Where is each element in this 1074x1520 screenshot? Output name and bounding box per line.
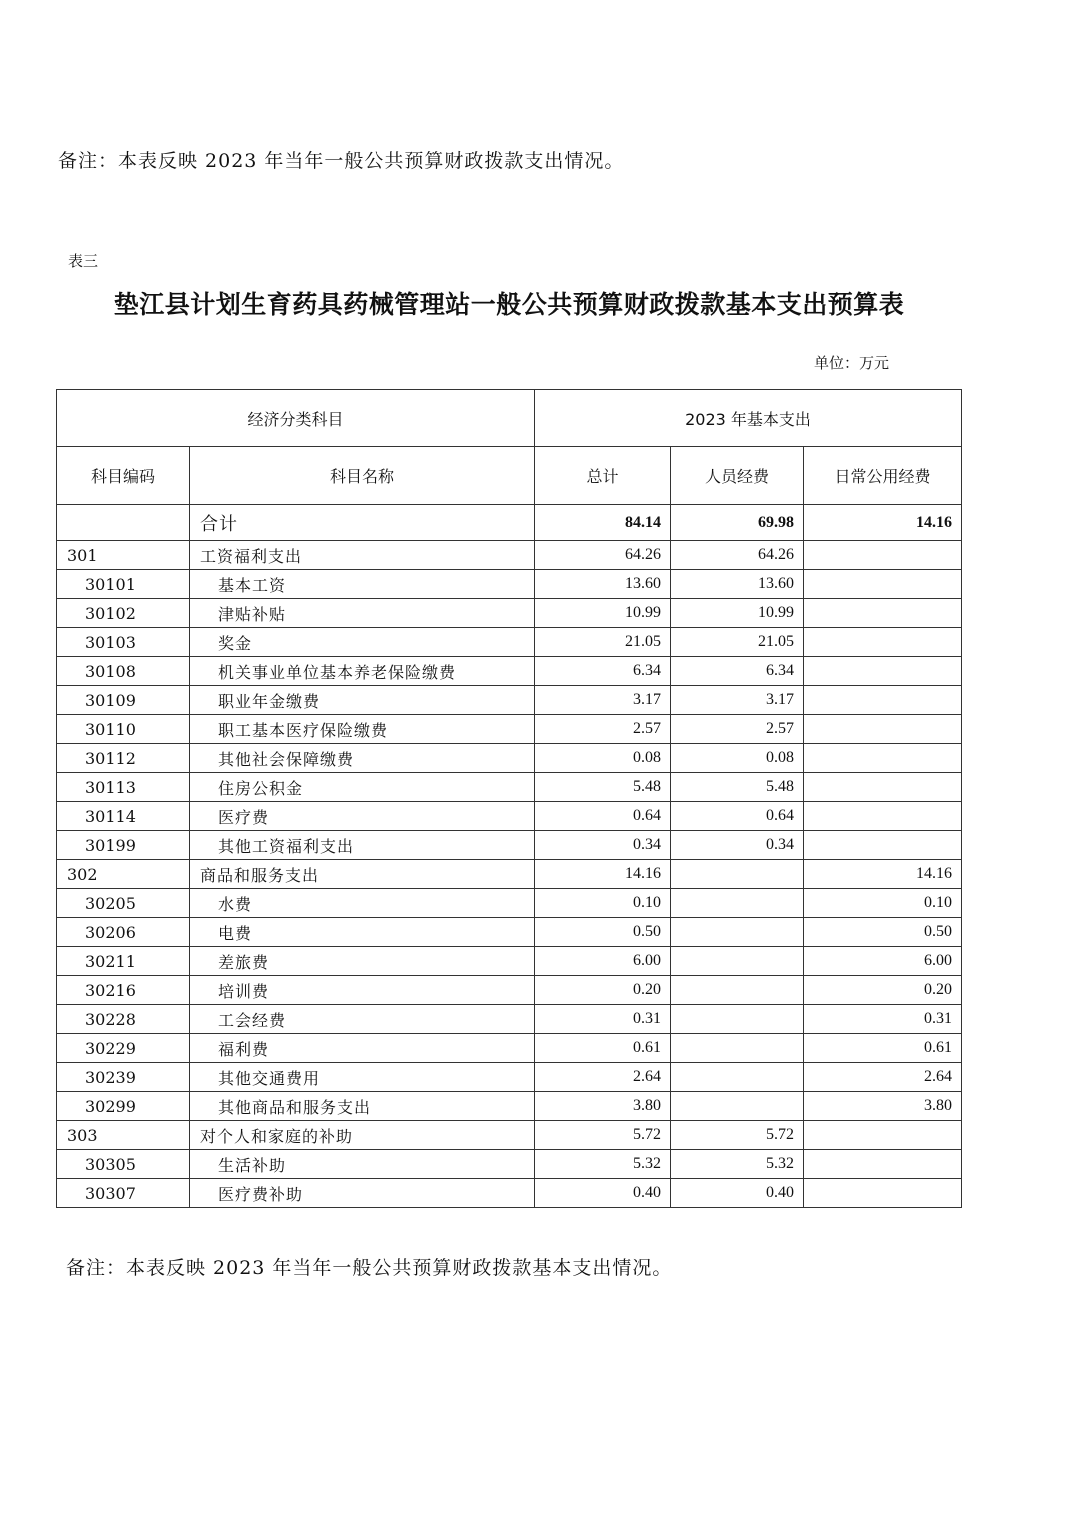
row-total: 5.72 xyxy=(535,1121,671,1150)
row-name: 奖金 xyxy=(190,628,535,657)
row-name: 其他社会保障缴费 xyxy=(190,744,535,773)
row-total: 0.31 xyxy=(535,1005,671,1034)
row-public: 14.16 xyxy=(804,860,962,889)
row-public xyxy=(804,686,962,715)
row-total: 2.64 xyxy=(535,1063,671,1092)
table-row xyxy=(57,1034,962,1063)
table-row xyxy=(57,657,962,686)
row-code: 30199 xyxy=(57,831,190,860)
row-public xyxy=(804,599,962,628)
row-personnel: 0.34 xyxy=(671,831,804,860)
economic-category-header: 经济分类科目 xyxy=(57,390,535,447)
row-total: 0.40 xyxy=(535,1179,671,1208)
row-code: 30206 xyxy=(57,918,190,947)
row-public xyxy=(804,657,962,686)
row-name: 对个人和家庭的补助 xyxy=(190,1121,535,1150)
row-personnel xyxy=(671,976,804,1005)
row-name: 水费 xyxy=(190,889,535,918)
row-total: 5.32 xyxy=(535,1150,671,1179)
row-total: 3.17 xyxy=(535,686,671,715)
row-total: 6.34 xyxy=(535,657,671,686)
row-name: 医疗费补助 xyxy=(190,1179,535,1208)
row-code: 30114 xyxy=(57,802,190,831)
table-row xyxy=(57,744,962,773)
row-total: 10.99 xyxy=(535,599,671,628)
row-code: 30113 xyxy=(57,773,190,802)
row-name: 工资福利支出 xyxy=(190,541,535,570)
row-name: 培训费 xyxy=(190,976,535,1005)
row-name: 其他交通费用 xyxy=(190,1063,535,1092)
table-row xyxy=(57,1005,962,1034)
table-row xyxy=(57,889,962,918)
row-name: 其他工资福利支出 xyxy=(190,831,535,860)
table-row xyxy=(57,802,962,831)
row-name: 生活补助 xyxy=(190,1150,535,1179)
table-label: 表三 xyxy=(68,252,99,270)
column-header-row xyxy=(57,447,962,505)
row-total: 5.48 xyxy=(535,773,671,802)
table-row xyxy=(57,599,962,628)
row-public xyxy=(804,1121,962,1150)
row-public xyxy=(804,831,962,860)
table-row xyxy=(57,1063,962,1092)
top-note: 备注：本表反映 2023 年当年一般公共预算财政拨款支出情况。 xyxy=(58,150,625,172)
name-column-header: 科目名称 xyxy=(190,447,535,505)
row-public xyxy=(804,1179,962,1208)
row-code: 302 xyxy=(57,860,190,889)
row-code: 30101 xyxy=(57,570,190,599)
row-personnel xyxy=(671,918,804,947)
row-name: 其他商品和服务支出 xyxy=(190,1092,535,1121)
total-public: 14.16 xyxy=(804,505,962,541)
row-total: 14.16 xyxy=(535,860,671,889)
table-row xyxy=(57,715,962,744)
table-row xyxy=(57,773,962,802)
table-row xyxy=(57,860,962,889)
row-personnel: 0.08 xyxy=(671,744,804,773)
row-code: 30307 xyxy=(57,1179,190,1208)
row-name: 基本工资 xyxy=(190,570,535,599)
total-personnel: 69.98 xyxy=(671,505,804,541)
row-personnel: 5.48 xyxy=(671,773,804,802)
row-code: 30102 xyxy=(57,599,190,628)
total-column-header: 总计 xyxy=(535,447,671,505)
row-code: 30211 xyxy=(57,947,190,976)
row-total: 64.26 xyxy=(535,541,671,570)
row-public xyxy=(804,628,962,657)
row-name: 福利费 xyxy=(190,1034,535,1063)
row-public: 0.20 xyxy=(804,976,962,1005)
row-code: 30305 xyxy=(57,1150,190,1179)
table-row xyxy=(57,976,962,1005)
public-column-header: 日常公用经费 xyxy=(804,447,962,505)
row-public xyxy=(804,802,962,831)
table-row xyxy=(57,1150,962,1179)
row-name: 职业年金缴费 xyxy=(190,686,535,715)
row-public xyxy=(804,744,962,773)
row-code: 30108 xyxy=(57,657,190,686)
row-personnel: 13.60 xyxy=(671,570,804,599)
row-personnel: 64.26 xyxy=(671,541,804,570)
budget-table xyxy=(56,389,962,1208)
row-personnel xyxy=(671,1005,804,1034)
row-name: 商品和服务支出 xyxy=(190,860,535,889)
table-row xyxy=(57,1121,962,1150)
table-row xyxy=(57,1092,962,1121)
row-total: 0.10 xyxy=(535,889,671,918)
row-name: 工会经费 xyxy=(190,1005,535,1034)
table-row xyxy=(57,628,962,657)
code-column-header: 科目编码 xyxy=(57,447,190,505)
row-total: 0.50 xyxy=(535,918,671,947)
table-row xyxy=(57,918,962,947)
table-row xyxy=(57,686,962,715)
row-personnel xyxy=(671,1034,804,1063)
row-personnel: 0.40 xyxy=(671,1179,804,1208)
group-header-row xyxy=(57,390,962,447)
row-total: 0.34 xyxy=(535,831,671,860)
table-row xyxy=(57,541,962,570)
row-name: 职工基本医疗保险缴费 xyxy=(190,715,535,744)
row-public xyxy=(804,570,962,599)
row-name: 津贴补贴 xyxy=(190,599,535,628)
page-title: 垫江县计划生育药具药械管理站一般公共预算财政拨款基本支出预算表 xyxy=(113,290,905,319)
row-code: 303 xyxy=(57,1121,190,1150)
row-total: 0.61 xyxy=(535,1034,671,1063)
row-personnel: 0.64 xyxy=(671,802,804,831)
table-row xyxy=(57,570,962,599)
row-public xyxy=(804,541,962,570)
year-basic-header: 2023 年基本支出 xyxy=(535,390,962,447)
unit-label: 单位：万元 xyxy=(814,354,890,372)
row-personnel: 5.72 xyxy=(671,1121,804,1150)
personnel-column-header: 人员经费 xyxy=(671,447,804,505)
row-personnel xyxy=(671,889,804,918)
row-personnel xyxy=(671,1092,804,1121)
row-code: 30228 xyxy=(57,1005,190,1034)
row-personnel: 21.05 xyxy=(671,628,804,657)
row-name: 电费 xyxy=(190,918,535,947)
row-public: 3.80 xyxy=(804,1092,962,1121)
row-public: 6.00 xyxy=(804,947,962,976)
row-code: 30205 xyxy=(57,889,190,918)
total-total: 84.14 xyxy=(535,505,671,541)
row-total: 0.08 xyxy=(535,744,671,773)
total-row xyxy=(57,505,962,541)
row-code: 30112 xyxy=(57,744,190,773)
row-total: 0.20 xyxy=(535,976,671,1005)
row-personnel: 2.57 xyxy=(671,715,804,744)
row-public: 0.50 xyxy=(804,918,962,947)
row-public: 2.64 xyxy=(804,1063,962,1092)
row-personnel: 3.17 xyxy=(671,686,804,715)
row-personnel: 6.34 xyxy=(671,657,804,686)
row-total: 13.60 xyxy=(535,570,671,599)
row-public xyxy=(804,715,962,744)
row-personnel xyxy=(671,1063,804,1092)
row-code: 30239 xyxy=(57,1063,190,1092)
row-total: 21.05 xyxy=(535,628,671,657)
table-row xyxy=(57,947,962,976)
row-public: 0.61 xyxy=(804,1034,962,1063)
row-personnel xyxy=(671,860,804,889)
table-row xyxy=(57,1179,962,1208)
row-total: 0.64 xyxy=(535,802,671,831)
row-personnel: 10.99 xyxy=(671,599,804,628)
row-code: 301 xyxy=(57,541,190,570)
row-total: 6.00 xyxy=(535,947,671,976)
row-code: 30109 xyxy=(57,686,190,715)
row-code: 30229 xyxy=(57,1034,190,1063)
total-code xyxy=(57,505,190,541)
row-name: 医疗费 xyxy=(190,802,535,831)
row-public xyxy=(804,1150,962,1179)
total-name: 合计 xyxy=(190,505,535,541)
row-public xyxy=(804,773,962,802)
bottom-note: 备注：本表反映 2023 年当年一般公共预算财政拨款基本支出情况。 xyxy=(66,1257,673,1279)
row-name: 差旅费 xyxy=(190,947,535,976)
row-name: 住房公积金 xyxy=(190,773,535,802)
row-code: 30216 xyxy=(57,976,190,1005)
row-code: 30110 xyxy=(57,715,190,744)
row-public: 0.31 xyxy=(804,1005,962,1034)
row-name: 机关事业单位基本养老保险缴费 xyxy=(190,657,535,686)
row-personnel: 5.32 xyxy=(671,1150,804,1179)
row-public: 0.10 xyxy=(804,889,962,918)
row-personnel xyxy=(671,947,804,976)
row-code: 30103 xyxy=(57,628,190,657)
row-total: 3.80 xyxy=(535,1092,671,1121)
row-total: 2.57 xyxy=(535,715,671,744)
row-code: 30299 xyxy=(57,1092,190,1121)
table-row xyxy=(57,831,962,860)
